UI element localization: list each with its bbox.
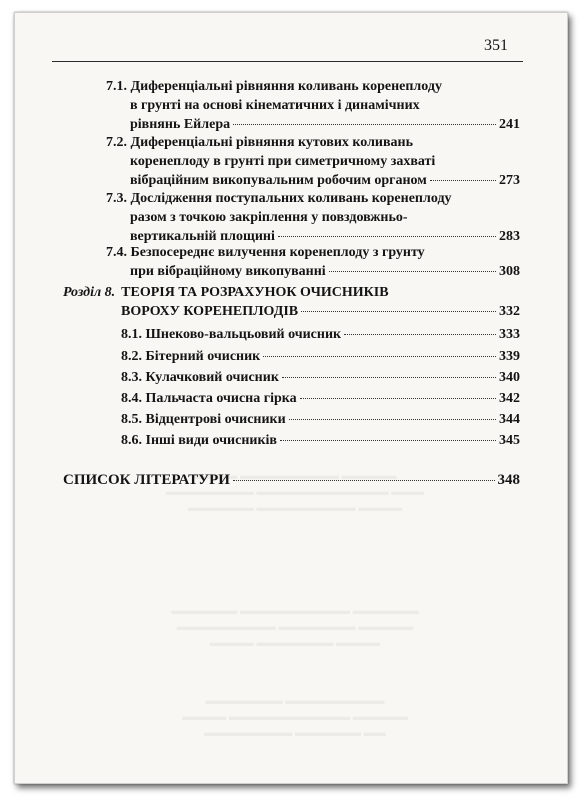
toc-entry-text: 7.1. Диференціальні рівняння коливань коренеплоду [106, 79, 442, 94]
toc-page-number: 308 [499, 264, 520, 279]
dot-leader [430, 180, 496, 181]
toc-entry-text: 7.4. Безпосереднє вилучення коренеплоду з грунту [106, 245, 425, 260]
toc-bibliography[interactable] [63, 471, 520, 490]
toc-entry-text: 7.2. Диференціальні рівняння кутових коливань [106, 135, 414, 150]
toc-page-number: 340 [499, 370, 520, 385]
toc-chapter-8[interactable] [63, 283, 520, 321]
toc-page-number: 283 [499, 229, 520, 244]
toc-entry-text: вібраційним викопувальним робочим органом [130, 173, 427, 188]
toc-entry-7-1[interactable] [106, 77, 520, 134]
toc-entry-text: рівнянь Ейлера [130, 117, 231, 132]
toc-page-number: 332 [499, 304, 520, 319]
dot-leader [301, 311, 496, 312]
page-number: 351 [484, 37, 508, 54]
toc-entry-7-4[interactable] [106, 243, 520, 281]
toc-page-number: 333 [499, 327, 520, 342]
bleed-through-text-3: ▬▬▬▬▬▬▬ ▬▬▬▬▬▬▬▬▬ ▬▬▬▬ ▬▬▬▬▬▬▬▬▬▬▬ ▬▬▬▬▬ ▬▬▬▬▬▬▬▬ ▬▬▬▬▬▬ ▬▬ [182, 695, 408, 739]
dot-leader [300, 398, 496, 399]
toc-entry-text: 8.4. Пальчаста очисна гірка [121, 391, 297, 406]
toc-entry-text: 8.1. Шнеково-вальцьовий очисник [121, 327, 342, 342]
toc-entry-8-5[interactable] [121, 410, 520, 429]
toc-entry-8-1[interactable] [121, 325, 520, 344]
dot-leader [280, 440, 496, 441]
dot-leader [282, 377, 496, 378]
toc-entry-text: при вібраційному викопуванні [130, 264, 326, 279]
toc-page-number: 344 [499, 412, 520, 427]
toc-entry-text: коренеплоду в грунті при симетричному захваті [130, 154, 436, 169]
toc-entry-8-2[interactable] [121, 347, 520, 366]
toc-entry-text: 8.3. Кулачковий очисник [121, 370, 279, 385]
dot-leader [329, 271, 496, 272]
dot-leader [344, 334, 496, 335]
toc-page-number: 339 [499, 349, 520, 364]
dot-leader [263, 356, 496, 357]
toc-entry-text: 7.3. Дослідження поступальних коливань коренеплоду [106, 191, 452, 206]
toc-entry-8-6[interactable] [121, 431, 520, 450]
toc-entry-text: разом з точкою закріплення у повздовжньо- [130, 210, 408, 225]
header-rule [52, 61, 523, 62]
toc-entry-text: 8.2. Бітерний очисник [121, 349, 261, 364]
toc-page-number: 241 [499, 117, 520, 132]
dot-leader [233, 124, 496, 125]
toc-entry-text: 8.5. Відцентрові очисники [121, 412, 286, 427]
bleed-through-text: ▬▬▬▬ ▬▬▬▬▬▬▬▬▬ ▬▬▬▬▬ ▬▬▬▬▬▬▬▬ ▬▬▬▬▬▬▬▬▬▬▬▬ ▬▬▬ ▬▬▬▬▬▬ ▬▬▬▬▬▬▬▬▬ ▬▬▬▬ [165, 470, 425, 514]
dot-leader [289, 419, 496, 420]
chapter-title: ВОРОХУ КОРЕНЕПЛОДІВ [121, 304, 299, 319]
toc-entry-text: вертикальній площині [130, 229, 275, 244]
bibliography-title: СПИСОК ЛІТЕРАТУРИ [63, 472, 230, 488]
dot-leader [233, 480, 495, 481]
bleed-through-text-2: ▬▬▬▬▬▬ ▬▬▬▬▬▬▬▬▬▬ ▬▬▬▬▬▬ ▬▬▬▬▬▬▬▬▬ ▬▬▬▬▬▬▬ ▬▬▬▬▬ ▬▬▬▬ ▬▬▬▬▬▬▬ ▬▬▬▬ [171, 605, 419, 649]
toc-page-number: 348 [497, 472, 520, 488]
dot-leader [278, 236, 496, 237]
toc-entry-8-4[interactable] [121, 389, 520, 408]
toc-page-number: 345 [499, 433, 520, 448]
toc-page-number: 342 [499, 391, 520, 406]
chapter-label: Розділ 8. [63, 285, 116, 300]
toc-entry-8-3[interactable] [121, 368, 520, 387]
toc-entry-7-2[interactable] [106, 133, 520, 190]
toc-page-number: 273 [499, 173, 520, 188]
toc-entry-text: в грунті на основі кінематичних і динамічних [130, 98, 420, 113]
toc-entry-7-3[interactable] [106, 189, 520, 246]
chapter-title: ТЕОРІЯ ТА РОЗРАХУНОК ОЧИСНИКІВ [121, 285, 389, 300]
toc-entry-text: 8.6. Інші види очисників [121, 433, 277, 448]
